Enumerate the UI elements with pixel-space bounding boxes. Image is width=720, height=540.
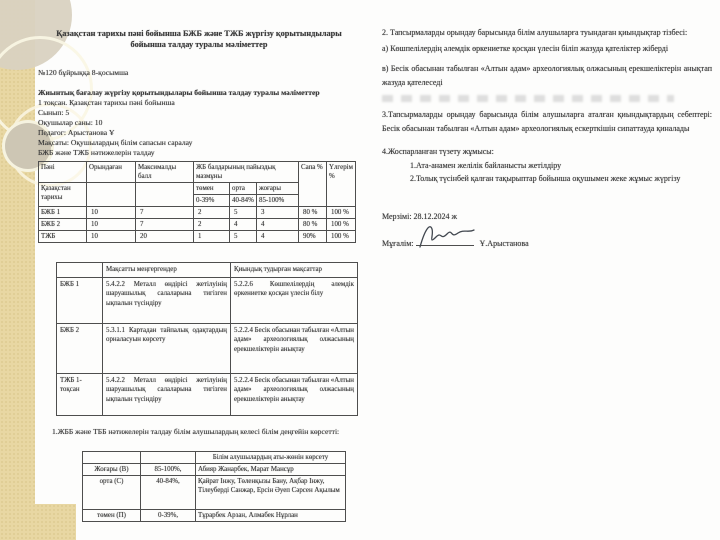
range-low: 0-39% — [194, 195, 230, 207]
date-line: Мерзімі: 28.12.2024 ж — [382, 211, 458, 221]
cell-value: 5 — [230, 207, 257, 219]
cell-value: 10 — [87, 207, 136, 219]
objectives-table — [56, 262, 358, 416]
table-row — [83, 463, 346, 475]
difficult-objective: 5.2.2.4 Бесік обасынан табылған «Алтын адам» археологиялық олжасының ерекшеліктерін анықтау — [231, 373, 358, 415]
info-term: 1 тоқсан. Қазақстан тарихы пәні бойынша — [38, 98, 175, 107]
row-label: ТЖБ 1-тоқсан — [57, 373, 103, 415]
header-subject: Пәні — [39, 162, 87, 183]
document-title — [44, 28, 354, 50]
cell-value: 100 % — [327, 231, 356, 243]
row-label: БЖБ 1 — [39, 207, 87, 219]
table-row — [57, 373, 358, 415]
cell-value: 10 — [87, 231, 136, 243]
info-teacher: Педагог: Арыстанова Ұ — [38, 128, 115, 137]
level-range: 0-39%, — [141, 509, 196, 521]
empty-cell — [141, 451, 196, 463]
info-analysis: БЖБ және ТЖБ нәтижелерін талдау — [38, 148, 155, 157]
cell-value: 80 % — [299, 207, 327, 219]
subject-cell: Қазақстан тарихы — [39, 183, 87, 207]
title-line-1: Қазақстан тарихы пәні бойынша БЖБ және ТЖБ жүргізу қорытындылары — [56, 29, 342, 38]
cell-value: 2 — [194, 219, 230, 231]
table-row — [39, 231, 356, 243]
level-range: 85-100%, — [141, 463, 196, 475]
difficult-objective: 5.2.2.4 Бесік обасынан табылған «Алтын адам» археологиялық олжасының ерекшеліктерін анықтау — [231, 323, 358, 373]
reasons-paragraph: 3.Тапсырмаларды орындау барысында білім алушыларға аталған қиындықтардың себептері: Бесік обасынан табылған «Алтын адам» археологиялық ескерткішін сипаттауда қиналады — [382, 110, 712, 133]
table-header-row — [83, 451, 346, 463]
cell-value: 1 — [194, 231, 230, 243]
right-column — [382, 26, 712, 251]
document-subtitle: Жиынтық бағалау жүргізу қорытындылары бойынша талдау туралы мәліметтер — [38, 88, 320, 97]
student-levels-table — [82, 451, 346, 522]
mastered-objective: 5.4.2.2 Металл өндірісі жетілуінің шаруашылық салаларына тигізген ықпалын түсіндіру — [103, 373, 231, 415]
header-percent-group: ЖБ балдарының пайыздық мазмұны — [194, 162, 299, 183]
table-header-row — [39, 162, 356, 183]
cell-value: 10 — [87, 219, 136, 231]
cell-value: 90% — [299, 231, 327, 243]
range-high: 85-100% — [257, 195, 299, 207]
teacher-signature-line — [382, 237, 712, 251]
cell-value: 3 — [257, 207, 299, 219]
title-line-2: бойынша талдау туралы мәліметтер — [130, 40, 268, 49]
correction-plan-item: 1.Ата-анамен желілік байланысты жетілдіру — [410, 160, 562, 170]
correction-plan-item: 2.Толық түсінбей қалған тақырыптар бойынша оқушымен жеке жұмыс жүргізу — [410, 174, 681, 183]
cell-value: 20 — [136, 231, 194, 243]
empty-cell — [136, 183, 194, 207]
cell-value: 100 % — [327, 219, 356, 231]
level-low: төмен — [194, 183, 230, 195]
level-label: Жоғары (В) — [83, 463, 141, 475]
cell-value: 5 — [230, 231, 257, 243]
difficulties-heading: 2. Тапсырмаларды орындау барысында білім алушыларға туындаған қиындықтар тізбесі: — [382, 28, 688, 37]
annex-reference: №120 бұйрыққа 8-қосымша — [38, 68, 129, 77]
table-row — [57, 277, 358, 323]
cell-value: 4 — [257, 231, 299, 243]
cell-value: 100 % — [327, 207, 356, 219]
empty-cell — [87, 183, 136, 207]
correction-plan-heading: 4.Жоспарланған түзету жұмысы: — [382, 147, 494, 156]
student-names: Қайрат Інжу, Төленқызы Бану, Ақбар Інжу, Тілеуберді Санжар, Ерсін Әуеп Сәрсен Ақылым — [196, 475, 346, 509]
score-results-table — [38, 161, 356, 243]
cell-value: 4 — [230, 219, 257, 231]
header-quality: Сапа % — [299, 162, 327, 207]
table-row — [83, 475, 346, 509]
cell-value: 4 — [257, 219, 299, 231]
difficulty-item-b: в) Бесік обасынан табылған «Алтын адам» археологиялық олжасының ерекшеліктерін анықтап жазуда қателеседі — [382, 64, 712, 87]
cell-value: 80 % — [299, 219, 327, 231]
teacher-label: Мұғалім: — [382, 239, 414, 248]
level-label: орта (С) — [83, 475, 141, 509]
header-max-score: Максималды балл — [136, 162, 194, 183]
left-column — [38, 20, 360, 522]
level-label: төмен (П) — [83, 509, 141, 521]
mastered-objective: 5.4.2.2 Металл өндірісі жетілуінің шаруашылық салаларына тигізген ықпалын түсіндіру — [103, 277, 231, 323]
row-label: БЖБ 1 — [57, 277, 103, 323]
info-student-count: Оқушылар саны: 10 — [38, 118, 103, 127]
mastered-objective: 5.3.1.1 Картадан тайпалық одақтардың орналасуын көрсету — [103, 323, 231, 373]
empty-cell — [83, 451, 141, 463]
info-goal: Мақсаты: Оқушылардың білім сапасын саралау — [38, 138, 193, 147]
level-high: жоғары — [257, 183, 299, 195]
info-class: Сынып: 5 — [38, 108, 70, 117]
header-completed: Орындаған — [87, 162, 136, 183]
header-progress: Үлгерім % — [327, 162, 356, 207]
row-label: БЖБ 2 — [39, 219, 87, 231]
student-names: Тұрарбек Арзан, Алмабек Нұрлан — [196, 509, 346, 521]
range-mid: 40-84% — [230, 195, 257, 207]
table-row — [39, 207, 356, 219]
difficulty-item-a: а) Көшпелілердің әлемдік өркениетке қосқан үлесін біліп жазуда қателіктер жіберді — [382, 43, 669, 53]
student-names: Абияр Жанарбек, Марат Мансұр — [196, 463, 346, 475]
table-row — [57, 323, 358, 373]
table-row — [83, 509, 346, 521]
difficult-objective: 5.2.2.6 Көшпелілердің әлемдік өркениетке қосқан үлесін білу — [231, 277, 358, 323]
header-mastered: Мақсатты меңгергендер — [103, 263, 231, 278]
level-range: 40-84%, — [141, 475, 196, 509]
level-mid: орта — [230, 183, 257, 195]
row-label: ТЖБ — [39, 231, 87, 243]
header-student-names: Білім алушылардың аты-жөнін көрсету — [196, 451, 346, 463]
teacher-name: Ұ.Арыстанова — [479, 239, 529, 248]
table-row — [39, 219, 356, 231]
results-intro-text: 1.ЖББ және ТББ нәтижелерін талдау білім алушылардың келесі білім деңгейін көрсетті: — [52, 426, 340, 436]
signature-icon — [416, 221, 478, 251]
cell-value: 7 — [136, 207, 194, 219]
header-difficult: Қиындық тудырған мақсаттар — [231, 263, 358, 278]
cell-value: 7 — [136, 219, 194, 231]
table-header-row — [57, 263, 358, 278]
cell-value: 2 — [194, 207, 230, 219]
bleed-through-smudge — [382, 95, 674, 102]
empty-cell — [57, 263, 103, 278]
row-label: БЖБ 2 — [57, 323, 103, 373]
